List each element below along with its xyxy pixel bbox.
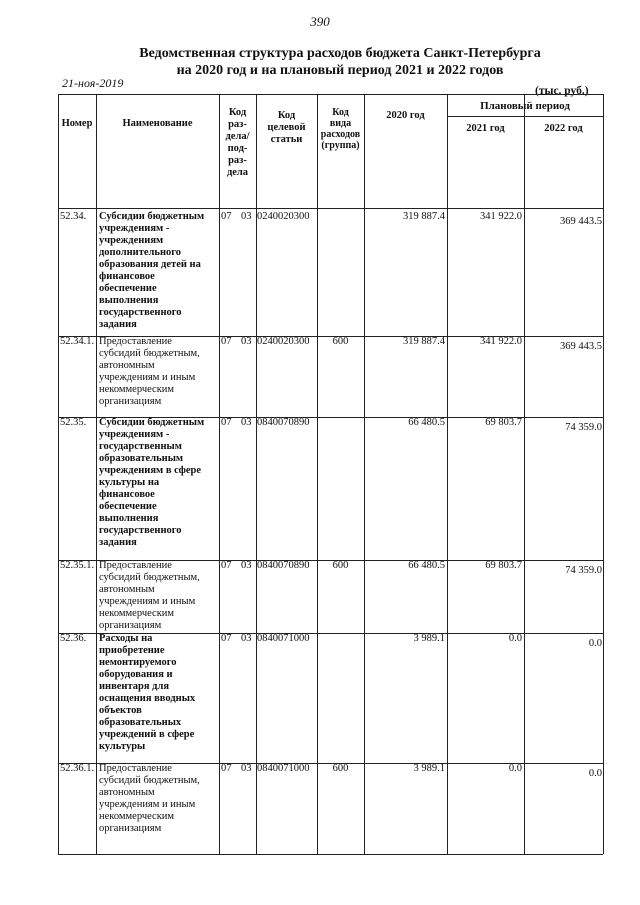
row-2022: 0.0: [588, 768, 602, 779]
row-subsection-code: 03: [241, 417, 252, 428]
header-2021: 2021 год: [466, 123, 505, 134]
row-number: 52.35.: [60, 417, 87, 428]
row-subsection-code: 03: [241, 560, 252, 571]
row-2020: 66 480.5: [408, 560, 445, 571]
row-2021: 69 803.7: [485, 560, 522, 571]
row-name: Расходы на приобретение немонтируемого оборудования и инвентаря для оснащения вводных объектов образовательных учреждений в сфере культуры: [99, 633, 196, 752]
row-2020: 319 887.4: [403, 211, 445, 222]
row-target-code: 0840071000: [257, 633, 310, 644]
row-2022: 74 359.0: [565, 422, 602, 433]
row-divider: [58, 854, 603, 855]
planned-period-divider: [447, 116, 603, 117]
row-name: Предоставление субсидий бюджетным, автономным учреждениям и иным некоммерческим организациям: [99, 560, 200, 631]
row-2022: 74 359.0: [565, 565, 602, 576]
row-2020: 3 989.1: [413, 763, 445, 774]
row-2021: 0.0: [508, 763, 522, 774]
row-2022: 369 443.5: [560, 341, 602, 352]
row-target-code: 0840070890: [257, 560, 310, 571]
row-2022: 0.0: [588, 638, 602, 649]
row-name: Предоставление субсидий бюджетным, автономным учреждениям и иным некоммерческим организациям: [99, 336, 200, 407]
header-target-code: Код целевой статьи: [267, 110, 306, 145]
row-number: 52.34.1.: [60, 336, 95, 347]
row-2021: 341 922.0: [480, 211, 522, 222]
row-2021: 0.0: [508, 633, 522, 644]
page-number: 390: [310, 14, 330, 29]
row-section-code: 07: [221, 763, 232, 774]
header-2020: 2020 год: [386, 110, 425, 121]
document-title: [60, 45, 620, 79]
row-subsection-code: 03: [241, 633, 252, 644]
header-number: Номер: [61, 118, 93, 129]
row-2021: 69 803.7: [485, 417, 522, 428]
row-number: 52.34.: [60, 211, 87, 222]
row-expense-type: 600: [332, 560, 349, 571]
header-name: Наименование: [122, 118, 193, 129]
table-border-right: [603, 94, 604, 854]
header-section-code: Код раз- дела/ под- раз- дела: [225, 107, 250, 178]
document-date: 21-ноя-2019: [62, 76, 124, 90]
row-name: Предоставление субсидий бюджетным, автономным учреждениям и иным некоммерческим организациям: [99, 763, 200, 834]
row-2021: 341 922.0: [480, 336, 522, 347]
row-section-code: 07: [221, 336, 232, 347]
row-number: 52.36.1.: [60, 763, 95, 774]
title-line-1: Ведомственная структура расходов бюджета Санкт-Петербурга: [139, 46, 541, 61]
row-number: 52.36.: [60, 633, 87, 644]
row-section-code: 07: [221, 560, 232, 571]
title-line-2: на 2020 год и на плановый период 2021 и 2022 годов: [176, 63, 504, 78]
row-target-code: 0840071000: [257, 763, 310, 774]
table-border-top: [58, 94, 603, 95]
row-target-code: 0840070890: [257, 417, 310, 428]
row-target-code: 0240020300: [257, 211, 310, 222]
header-expense-type: Код вида расходов (группа): [320, 107, 361, 151]
row-2022: 369 443.5: [560, 216, 602, 227]
header-planned-period: Плановый период: [480, 100, 570, 112]
units-label: (тыс. руб.): [535, 85, 589, 97]
row-2020: 319 887.4: [403, 336, 445, 347]
row-2020: 3 989.1: [413, 633, 445, 644]
row-target-code: 0240020300: [257, 336, 310, 347]
header-2022: 2022 год: [544, 123, 583, 134]
row-name: Субсидии бюджетным учреждениям - учреждениям дополнительного образования детей на финансовое обеспечение выполнения государственного задания: [99, 211, 205, 330]
row-expense-type: 600: [332, 763, 349, 774]
row-section-code: 07: [221, 417, 232, 428]
row-subsection-code: 03: [241, 211, 252, 222]
row-2020: 66 480.5: [408, 417, 445, 428]
header-bottom-line: [58, 208, 603, 209]
row-section-code: 07: [221, 211, 232, 222]
row-subsection-code: 03: [241, 336, 252, 347]
row-expense-type: 600: [332, 336, 349, 347]
row-section-code: 07: [221, 633, 232, 644]
row-number: 52.35.1.: [60, 560, 95, 571]
row-name: Субсидии бюджетным учреждениям - государственным образовательным учреждениям в сфере культуры на финансовое обеспечение выполнения государственного задания: [99, 417, 205, 548]
row-subsection-code: 03: [241, 763, 252, 774]
